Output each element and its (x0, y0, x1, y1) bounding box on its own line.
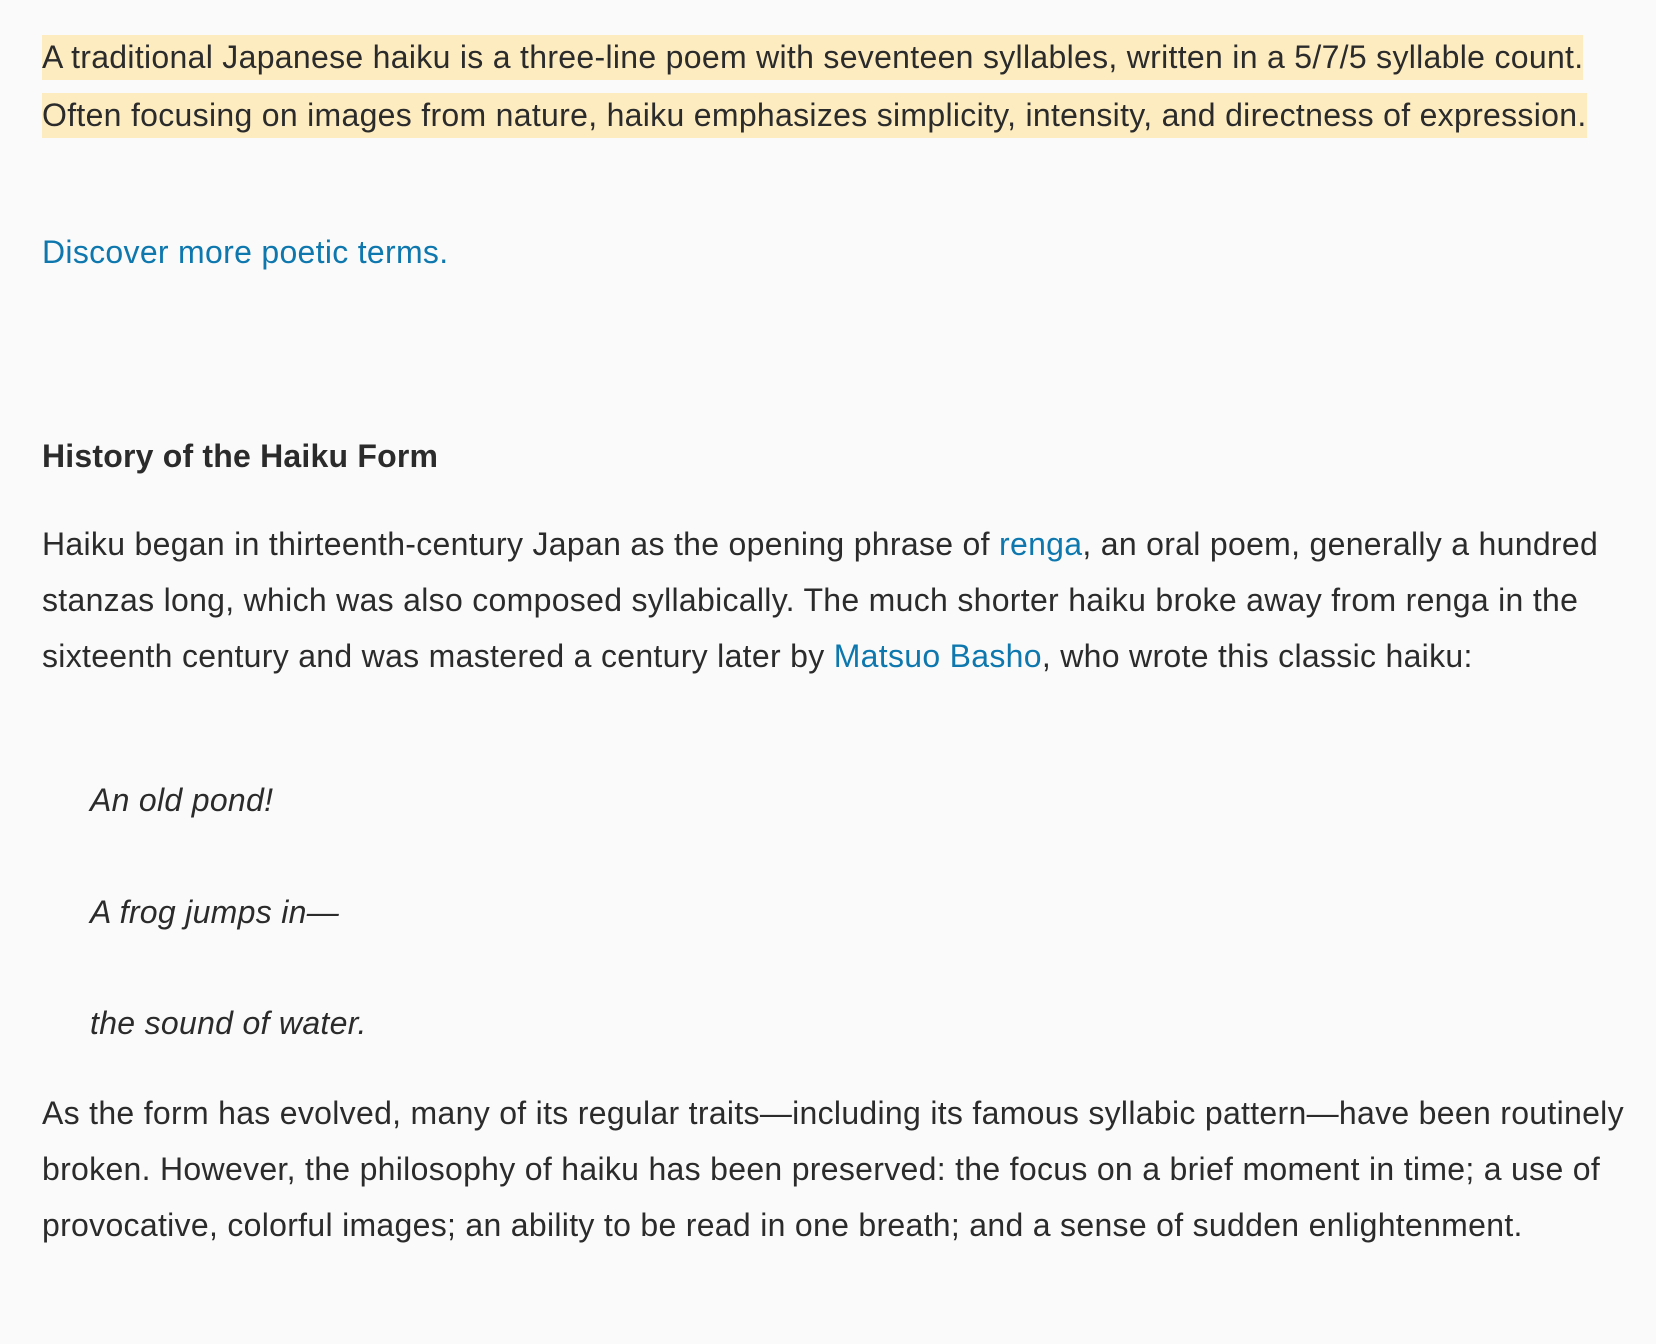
poem-line: the sound of water. (90, 1005, 367, 1041)
evolution-paragraph: As the form has evolved, many of its regular traits—including its famous syllabic pattern—have been routinely broken. However, the philosophy of haiku has been preserved: the focus on a brief moment in time; a use of provocative, colorful images; an ability to be read in one breath; and a sense of sudden enlightenment. (42, 1095, 1624, 1243)
intro-paragraph (42, 28, 1632, 144)
poem-line: A frog jumps in— (90, 894, 340, 930)
discover-more-link[interactable]: Discover more poetic terms. (42, 234, 449, 270)
history-text-middle: , an oral poem, generally a hundred stanzas long, which was also composed syllabically. The much shorter haiku broke away from renga in the sixteenth century and was mastered a century later by (42, 526, 1599, 674)
renga-link[interactable]: renga (999, 526, 1083, 562)
matsuo-basho-link[interactable]: Matsuo Basho (833, 638, 1042, 674)
history-paragraph (42, 516, 1632, 684)
poem-line: An old pond! (90, 782, 274, 818)
section-heading: History of the Haiku Form (42, 438, 439, 474)
discover-paragraph (42, 232, 448, 272)
intro-highlight: A traditional Japanese haiku is a three-line poem with seventeen syllables, written in a 5/7/5 syllable count. Often focusing on images from nature, haiku emphasizes simplicity, intensity, and directness of expression. (42, 35, 1587, 138)
history-text-start: Haiku began in thirteenth-century Japan as the opening phrase of (42, 526, 1000, 562)
history-text-end: , who wrote this classic haiku: (1041, 638, 1473, 674)
